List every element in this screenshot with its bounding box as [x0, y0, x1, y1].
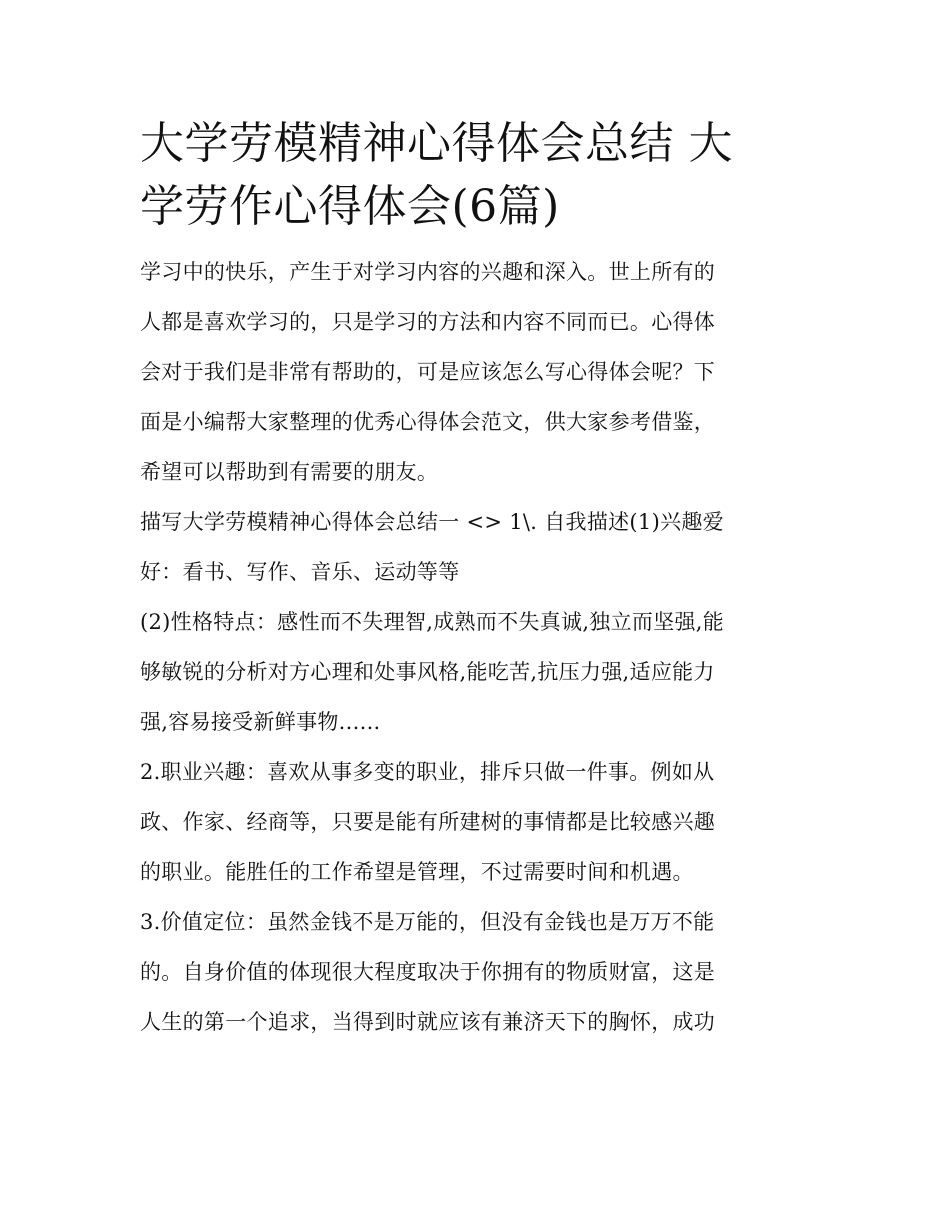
text-line: 会对于我们是非常有帮助的，可是应该怎么写心得体会呢？下: [140, 360, 716, 384]
text-line: 希望可以帮助到有需要的朋友。: [140, 460, 439, 484]
value-paragraph: [140, 897, 820, 1047]
text-line: 好：看书、写作、音乐、运动等等: [140, 560, 460, 584]
text-line: 人生的第一个追求，当得到时就应该有兼济天下的胸怀，成功: [140, 1010, 716, 1034]
text-line: 的。自身价值的体现很大程度取决于你拥有的物质财富，这是: [140, 960, 716, 984]
text-line: 政、作家、经商等，只要是能有所建树的事情都是比较感兴趣: [140, 810, 716, 834]
document-content: [140, 112, 820, 1047]
text-line: (2)性格特点：感性而不失理智,成熟而不失真诚,独立而坚强,能: [140, 610, 725, 634]
intro-paragraph: [140, 247, 820, 497]
text-line: 学习中的快乐，产生于对学习内容的兴趣和深入。世上所有的: [140, 260, 716, 284]
title-line: 学劳作心得体会(6篇): [140, 181, 560, 232]
text-line: 描写大学劳模精神心得体会总结一 <> 1\. 自我描述(1)兴趣爱: [140, 510, 724, 534]
self-description-paragraph: [140, 497, 820, 597]
text-line: 人都是喜欢学习的，只是学习的方法和内容不同而已。心得体: [140, 310, 716, 334]
text-line: 够敏锐的分析对方心理和处事风格,能吃苦,抗压力强,适应能力: [140, 660, 715, 684]
title-line: 大学劳模精神心得体会总结 大: [140, 118, 733, 169]
text-line: 2.职业兴趣：喜欢从事多变的职业，排斥只做一件事。例如从: [140, 760, 715, 784]
document-title: [140, 112, 820, 238]
text-line: 3.价值定位：虽然金钱不是万能的，但没有金钱也是万万不能: [140, 910, 715, 934]
text-line: 强,容易接受新鲜事物......: [140, 710, 381, 734]
text-line: 面是小编帮大家整理的优秀心得体会范文，供大家参考借鉴，: [140, 410, 716, 434]
personality-paragraph: [140, 597, 820, 747]
text-line: 的职业。能胜任的工作希望是管理，不过需要时间和机遇。: [140, 860, 694, 884]
career-interest-paragraph: [140, 747, 820, 897]
